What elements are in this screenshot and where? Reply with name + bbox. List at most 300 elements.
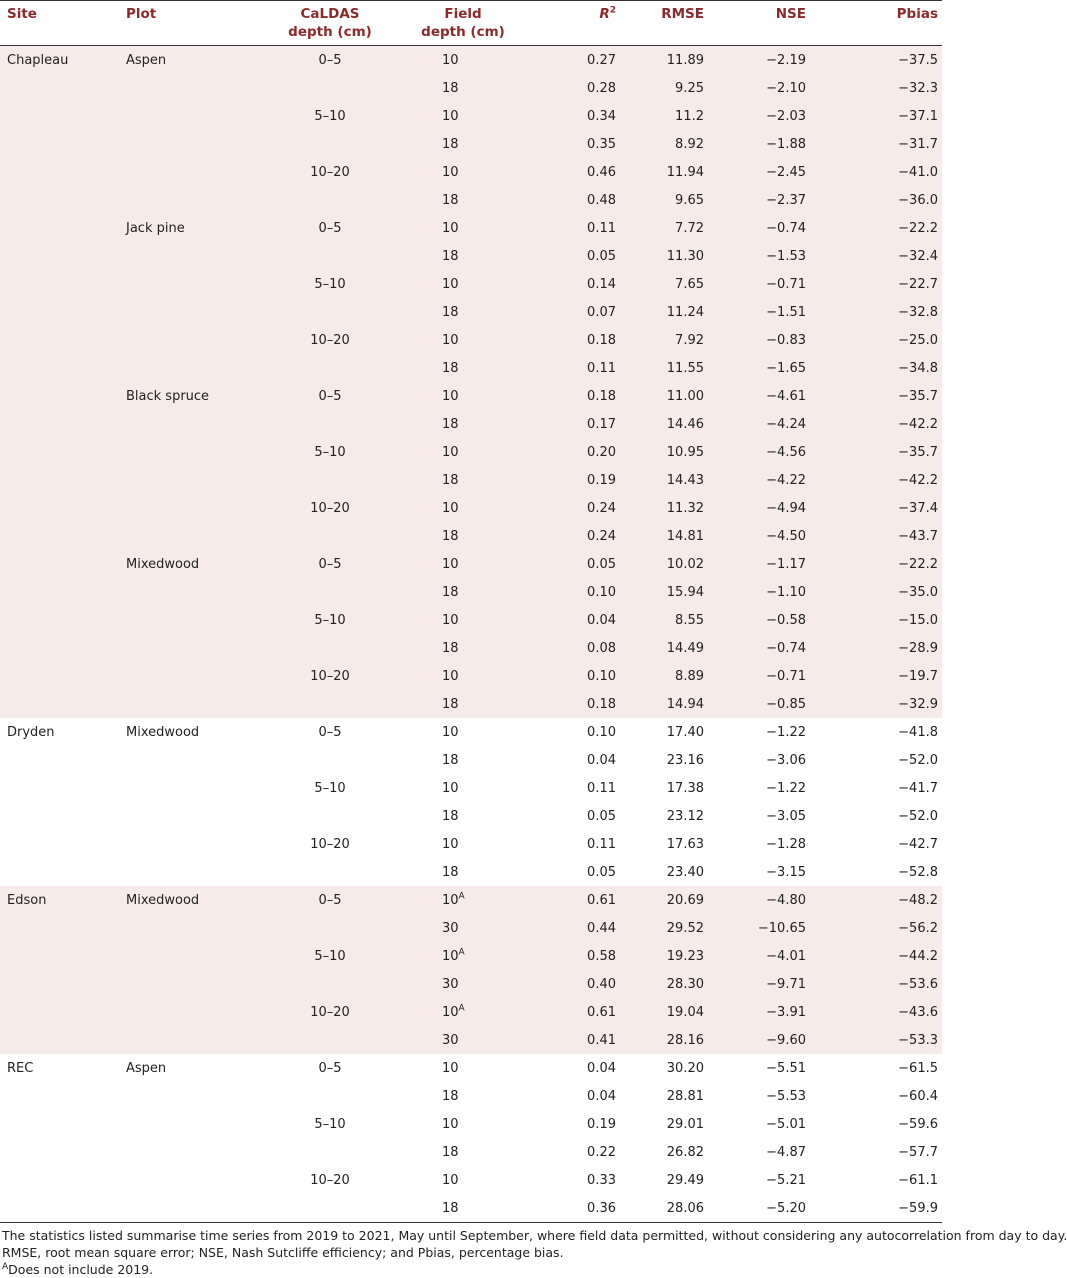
cell-site [0, 1166, 122, 1194]
cell-plot [122, 438, 268, 466]
cell-caldas-depth: 0–5 [268, 214, 392, 242]
header-caldas-line2: depth (cm) [288, 24, 372, 40]
field-depth-value: 30 [442, 1032, 459, 1048]
cell-site [0, 830, 122, 858]
cell-r2: 0.20 [574, 438, 632, 466]
cell-caldas-depth [268, 130, 392, 158]
cell-nse: −4.22 [752, 466, 872, 494]
cell-r2: 0.18 [574, 382, 632, 410]
cell-field-depth [392, 326, 574, 354]
table-row [0, 242, 942, 270]
cell-r2: 0.05 [574, 242, 632, 270]
cell-rmse: 11.00 [632, 382, 752, 410]
cell-rmse: 19.04 [632, 998, 752, 1026]
cell-nse: −5.20 [752, 1194, 872, 1223]
cell-plot [122, 130, 268, 158]
cell-caldas-depth [268, 690, 392, 718]
cell-caldas-depth: 0–5 [318, 724, 342, 740]
cell-caldas-depth [268, 802, 392, 830]
field-depth-value: 10 [442, 892, 459, 908]
cell-rmse: 28.30 [632, 970, 752, 998]
cell-r2: 0.61 [574, 886, 632, 914]
cell-pbias: −35.7 [872, 438, 942, 466]
cell-nse: −5.01 [766, 1116, 806, 1132]
header-site: Site [7, 6, 37, 22]
cell-pbias: −22.7 [872, 270, 942, 298]
cell-site [0, 158, 122, 186]
cell-field-depth [392, 914, 574, 942]
table-row [0, 1194, 942, 1223]
cell-site: Edson [0, 886, 122, 914]
cell-nse: −4.80 [752, 886, 872, 914]
cell-caldas-depth [268, 746, 392, 774]
cell-r2: 0.58 [574, 942, 632, 970]
cell-plot [122, 1026, 268, 1054]
cell-caldas-depth [268, 914, 392, 942]
table-row [0, 1166, 942, 1194]
cell-nse: −4.56 [752, 438, 872, 466]
cell-plot [122, 578, 268, 606]
field-depth-value: 10 [442, 220, 459, 236]
cell-rmse: 11.24 [632, 298, 752, 326]
cell-site [0, 102, 122, 130]
cell-field-depth [392, 830, 574, 858]
cell-nse: −1.22 [766, 724, 806, 740]
table-row [0, 690, 942, 718]
field-depth-value: 18 [442, 1088, 459, 1104]
field-depth-value: 18 [442, 192, 459, 208]
field-depth-value: 18 [442, 360, 459, 376]
cell-nse: −1.22 [766, 780, 806, 796]
cell-site [0, 494, 122, 522]
cell-nse: −2.10 [752, 74, 872, 102]
cell-plot [122, 298, 268, 326]
cell-field-depth [392, 774, 574, 802]
cell-caldas-depth [268, 634, 392, 662]
cell-caldas-depth: 5–10 [268, 606, 392, 634]
cell-rmse: 26.82 [666, 1144, 704, 1160]
cell-field-depth [392, 718, 574, 746]
table-row [0, 522, 942, 550]
cell-site [0, 606, 122, 634]
cell-field-depth [392, 1110, 574, 1138]
cell-pbias: −60.4 [898, 1088, 938, 1104]
table-row [0, 1054, 942, 1082]
header-r2-main: R [599, 6, 610, 22]
footnote-marker: A [458, 891, 465, 902]
cell-pbias: −22.2 [872, 214, 942, 242]
cell-field-depth [392, 354, 574, 382]
cell-field-depth [392, 998, 574, 1026]
cell-pbias: −28.9 [872, 634, 942, 662]
cell-nse: −3.91 [752, 998, 872, 1026]
field-depth-value: 18 [442, 640, 459, 656]
cell-nse: −0.74 [752, 634, 872, 662]
table-row [0, 830, 942, 858]
cell-rmse: 28.06 [632, 1194, 752, 1223]
cell-caldas-depth: 0–5 [268, 46, 392, 75]
cell-rmse: 10.95 [632, 438, 752, 466]
cell-caldas-depth: 5–10 [268, 102, 392, 130]
cell-r2: 0.24 [574, 494, 632, 522]
cell-r2: 0.07 [574, 298, 632, 326]
cell-rmse: 9.65 [632, 186, 752, 214]
cell-site [0, 186, 122, 214]
cell-plot: Mixedwood [122, 550, 268, 578]
cell-nse: −4.24 [752, 410, 872, 438]
table-row [0, 494, 942, 522]
cell-plot: Mixedwood [126, 724, 200, 740]
cell-caldas-depth [268, 186, 392, 214]
field-depth-value: 10 [442, 332, 459, 348]
field-depth-value: 18 [442, 752, 459, 768]
cell-nse: −3.05 [766, 808, 806, 824]
cell-plot [122, 662, 268, 690]
cell-field-depth [392, 1166, 574, 1194]
cell-field-depth [392, 74, 574, 102]
cell-r2: 0.28 [574, 74, 632, 102]
cell-caldas-depth: 5–10 [268, 438, 392, 466]
cell-caldas-depth: 10–20 [268, 998, 392, 1026]
cell-nse: −1.28 [766, 836, 806, 852]
cell-rmse: 11.2 [632, 102, 752, 130]
cell-r2: 0.35 [574, 130, 632, 158]
cell-field-depth [392, 214, 574, 242]
cell-nse: −2.37 [752, 186, 872, 214]
cell-site [0, 998, 122, 1026]
cell-site [0, 382, 122, 410]
cell-nse: −2.45 [752, 158, 872, 186]
cell-pbias: −31.7 [872, 130, 942, 158]
cell-field-depth [392, 494, 574, 522]
cell-r2: 0.48 [574, 186, 632, 214]
cell-pbias: −41.0 [872, 158, 942, 186]
cell-plot [122, 102, 268, 130]
cell-pbias: −34.8 [872, 354, 942, 382]
cell-field-depth [392, 102, 574, 130]
cell-plot [122, 1166, 268, 1194]
field-depth-value: 18 [442, 1144, 459, 1160]
cell-plot: Black spruce [122, 382, 268, 410]
table-row [0, 662, 942, 690]
cell-field-depth [392, 298, 574, 326]
cell-caldas-depth [268, 1026, 392, 1054]
cell-caldas-depth: 10–20 [268, 326, 392, 354]
cell-caldas-depth [268, 522, 392, 550]
field-depth-value: 18 [442, 1200, 459, 1216]
cell-pbias: −32.4 [872, 242, 942, 270]
table-row [0, 998, 942, 1026]
cell-nse: −3.06 [766, 752, 806, 768]
cell-plot [122, 186, 268, 214]
cell-field-depth [392, 662, 574, 690]
cell-pbias: −32.3 [872, 74, 942, 102]
cell-nse: −1.88 [752, 130, 872, 158]
cell-site [0, 1026, 122, 1054]
cell-caldas-depth: 10–20 [310, 1172, 350, 1188]
footnote-a-marker: A [2, 1261, 9, 1272]
cell-rmse: 14.94 [632, 690, 752, 718]
table-row [0, 634, 942, 662]
cell-pbias: −57.7 [898, 1144, 938, 1160]
field-depth-value: 18 [442, 864, 459, 880]
cell-field-depth [392, 46, 574, 75]
cell-pbias: −43.6 [872, 998, 942, 1026]
cell-site: Chapleau [0, 46, 122, 75]
cell-nse: −4.61 [752, 382, 872, 410]
cell-field-depth [392, 606, 574, 634]
field-depth-value: 18 [442, 416, 459, 432]
cell-field-depth [392, 634, 574, 662]
cell-site [0, 522, 122, 550]
cell-rmse: 28.81 [666, 1088, 704, 1104]
cell-pbias: −41.8 [898, 724, 938, 740]
cell-nse: −9.71 [752, 970, 872, 998]
cell-site [0, 550, 122, 578]
cell-rmse: 28.16 [632, 1026, 752, 1054]
table-row [0, 970, 942, 998]
cell-pbias: −32.9 [872, 690, 942, 718]
cell-r2: 0.40 [574, 970, 632, 998]
table-row [0, 102, 942, 130]
table-body [0, 46, 942, 1223]
cell-field-depth [392, 1194, 574, 1223]
table-row [0, 746, 942, 774]
cell-site [0, 1138, 122, 1166]
field-depth-value: 10 [442, 52, 459, 68]
cell-rmse: 29.01 [666, 1116, 704, 1132]
cell-caldas-depth: 5–10 [314, 780, 346, 796]
field-depth-value: 10 [442, 556, 459, 572]
cell-plot [122, 354, 268, 382]
cell-pbias: −32.8 [872, 298, 942, 326]
cell-pbias: −37.4 [872, 494, 942, 522]
field-depth-value: 10 [442, 164, 459, 180]
cell-caldas-depth: 10–20 [310, 836, 350, 852]
cell-r2: 0.36 [574, 1194, 632, 1223]
cell-rmse: 19.23 [632, 942, 752, 970]
field-depth-value: 10 [442, 444, 459, 460]
field-depth-value: 10 [442, 668, 459, 684]
field-depth-value: 30 [442, 920, 459, 936]
cell-nse: −2.19 [752, 46, 872, 75]
cell-r2: 0.24 [574, 522, 632, 550]
field-depth-value: 18 [442, 304, 459, 320]
cell-rmse: 30.20 [666, 1060, 704, 1076]
cell-rmse: 23.12 [666, 808, 704, 824]
cell-r2: 0.61 [574, 998, 632, 1026]
cell-site [0, 858, 122, 886]
cell-nse: −0.83 [752, 326, 872, 354]
cell-site [0, 410, 122, 438]
header-r2 [574, 1, 632, 46]
table-row [0, 606, 942, 634]
cell-field-depth [392, 1026, 574, 1054]
cell-rmse: 11.30 [632, 242, 752, 270]
cell-r2: 0.10 [587, 724, 616, 740]
field-depth-value: 10 [442, 1004, 459, 1020]
cell-plot [122, 494, 268, 522]
cell-nse: −1.53 [752, 242, 872, 270]
cell-r2: 0.10 [574, 662, 632, 690]
header-r2-sup: 2 [609, 5, 616, 16]
cell-plot [122, 746, 268, 774]
cell-pbias: −37.5 [872, 46, 942, 75]
cell-nse: −0.74 [752, 214, 872, 242]
table-row [0, 718, 942, 746]
cell-site [0, 1194, 122, 1223]
cell-field-depth [392, 1138, 574, 1166]
cell-r2: 0.17 [574, 410, 632, 438]
cell-site [0, 466, 122, 494]
cell-r2: 0.04 [574, 606, 632, 634]
cell-caldas-depth [268, 578, 392, 606]
cell-r2: 0.10 [574, 578, 632, 606]
table-row [0, 382, 942, 410]
cell-pbias: −53.6 [872, 970, 942, 998]
footnote-marker: A [458, 947, 465, 958]
header-rmse: RMSE [661, 6, 704, 22]
cell-plot [122, 998, 268, 1026]
cell-nse: −0.71 [752, 270, 872, 298]
cell-caldas-depth: 5–10 [314, 1116, 346, 1132]
cell-site [0, 802, 122, 830]
cell-rmse: 29.49 [666, 1172, 704, 1188]
cell-caldas-depth: 0–5 [318, 1060, 342, 1076]
table-row [0, 130, 942, 158]
cell-rmse: 14.81 [632, 522, 752, 550]
cell-r2: 0.11 [574, 354, 632, 382]
cell-r2: 0.05 [587, 808, 616, 824]
cell-r2: 0.18 [574, 326, 632, 354]
field-depth-value: 18 [442, 136, 459, 152]
cell-plot [122, 942, 268, 970]
cell-rmse: 11.55 [632, 354, 752, 382]
cell-r2: 0.33 [587, 1172, 616, 1188]
field-depth-value: 10 [442, 1116, 459, 1132]
cell-site [0, 130, 122, 158]
cell-caldas-depth [268, 970, 392, 998]
cell-r2: 0.11 [574, 214, 632, 242]
cell-pbias: −59.9 [872, 1194, 942, 1223]
header-caldas-line1: CaLDAS [300, 6, 360, 22]
cell-pbias: −35.7 [872, 382, 942, 410]
cell-field-depth [392, 886, 574, 914]
cell-field-depth [392, 1054, 574, 1082]
cell-nse: −0.71 [752, 662, 872, 690]
cell-pbias: −52.8 [898, 864, 938, 880]
cell-plot [122, 970, 268, 998]
cell-nse: −0.85 [752, 690, 872, 718]
table-row [0, 466, 942, 494]
cell-rmse: 8.92 [632, 130, 752, 158]
field-depth-value: 18 [442, 80, 459, 96]
cell-site [0, 942, 122, 970]
cell-pbias: −25.0 [872, 326, 942, 354]
field-depth-value: 10 [442, 276, 459, 292]
cell-field-depth [392, 802, 574, 830]
cell-plot [122, 830, 268, 858]
cell-caldas-depth: 10–20 [268, 158, 392, 186]
footnote-a [2, 1261, 942, 1278]
table-header [0, 1, 942, 46]
cell-site [0, 1110, 122, 1138]
cell-site [0, 746, 122, 774]
cell-plot [122, 1194, 268, 1223]
cell-plot [122, 1138, 268, 1166]
cell-pbias: −53.3 [872, 1026, 942, 1054]
cell-pbias: −15.0 [872, 606, 942, 634]
cell-field-depth [392, 382, 574, 410]
cell-r2: 0.08 [574, 634, 632, 662]
cell-caldas-depth: 0–5 [268, 382, 392, 410]
cell-plot [122, 410, 268, 438]
cell-nse: −4.87 [766, 1144, 806, 1160]
field-depth-value: 10 [442, 388, 459, 404]
cell-pbias: −59.6 [898, 1116, 938, 1132]
cell-site [0, 354, 122, 382]
cell-nse: −3.15 [766, 864, 806, 880]
cell-rmse: 14.46 [632, 410, 752, 438]
cell-caldas-depth [268, 1082, 392, 1110]
footnote-a-text: Does not include 2019. [8, 1262, 154, 1277]
cell-plot [122, 858, 268, 886]
cell-r2: 0.19 [587, 1116, 616, 1132]
cell-caldas-depth [268, 354, 392, 382]
cell-field-depth [392, 746, 574, 774]
footnote-abbreviations: RMSE, root mean square error; NSE, Nash Sutcliffe efficiency; and Pbias, percentage bias. [2, 1245, 564, 1260]
cell-plot [122, 1082, 268, 1110]
cell-field-depth [392, 438, 574, 466]
cell-r2: 0.11 [587, 836, 616, 852]
table-row [0, 1026, 942, 1054]
cell-pbias: −61.5 [898, 1060, 938, 1076]
cell-rmse: 23.40 [666, 864, 704, 880]
cell-r2: 0.22 [587, 1144, 616, 1160]
cell-field-depth [392, 1082, 574, 1110]
cell-site [0, 774, 122, 802]
field-depth-value: 10 [442, 780, 459, 796]
cell-site [0, 1082, 122, 1110]
cell-pbias: −41.7 [898, 780, 938, 796]
table-row [0, 802, 942, 830]
cell-site [0, 634, 122, 662]
cell-site [0, 970, 122, 998]
cell-pbias: −22.2 [872, 550, 942, 578]
header-field-depth [392, 1, 574, 46]
cell-site [0, 914, 122, 942]
cell-rmse: 7.72 [632, 214, 752, 242]
cell-pbias: −42.2 [872, 410, 942, 438]
cell-field-depth [392, 186, 574, 214]
cell-caldas-depth: 0–5 [268, 550, 392, 578]
cell-r2: 0.04 [587, 1060, 616, 1076]
table-row [0, 74, 942, 102]
cell-site: REC [7, 1060, 34, 1076]
field-depth-value: 18 [442, 248, 459, 264]
cell-field-depth [392, 130, 574, 158]
cell-nse: −5.21 [766, 1172, 806, 1188]
table-row [0, 774, 942, 802]
cell-plot [122, 802, 268, 830]
cell-nse: −1.10 [752, 578, 872, 606]
field-depth-value: 30 [442, 976, 459, 992]
cell-pbias: −52.0 [898, 752, 938, 768]
field-depth-value: 10 [442, 948, 459, 964]
cell-rmse: 14.43 [632, 466, 752, 494]
cell-field-depth [392, 970, 574, 998]
field-depth-value: 10 [442, 108, 459, 124]
